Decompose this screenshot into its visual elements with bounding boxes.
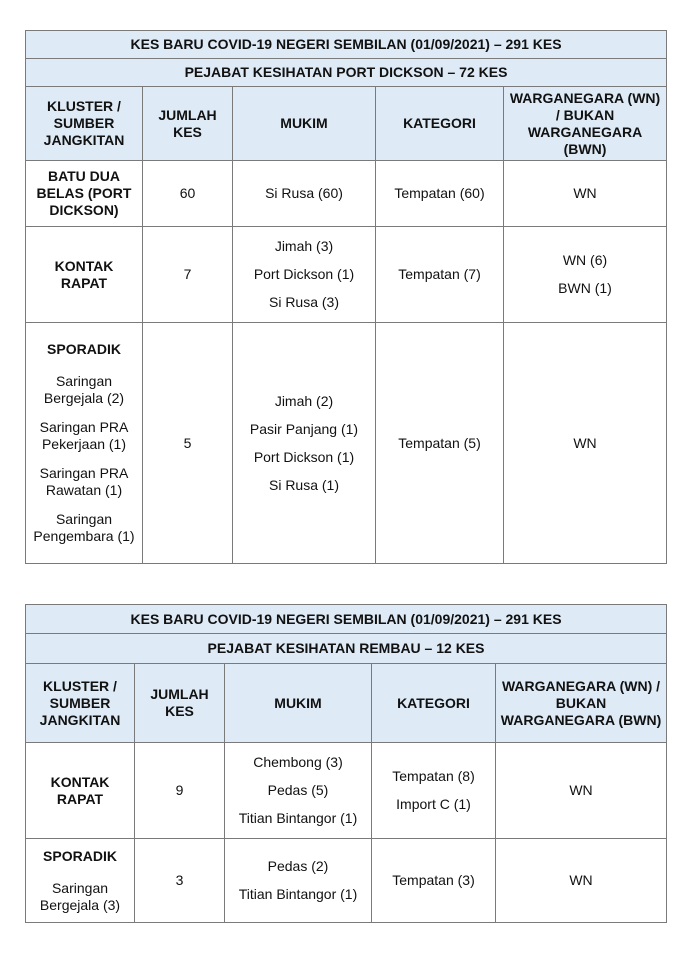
kluster-cell (26, 839, 135, 923)
kategori-cell (372, 839, 496, 923)
header-kategori: KATEGORI (372, 664, 496, 743)
kluster-sub-item: Saringan Bergejala (3) (39, 879, 121, 913)
table-subtitle: PEJABAT KESIHATAN PORT DICKSON – 72 KES (26, 59, 667, 87)
warga-cell (504, 323, 667, 564)
header-warga: WARGANEGARA (WN) / BUKAN WARGANEGARA (BWN) (504, 87, 667, 161)
warga-entry: WN (6) (562, 252, 608, 268)
jumlah-cell: 9 (135, 743, 225, 839)
table-subtitle: PEJABAT KESIHATAN REMBAU – 12 KES (26, 634, 667, 664)
warga-cell (504, 161, 667, 227)
port-dickson-table (25, 30, 667, 564)
kategori-entry: Tempatan (5) (398, 434, 481, 451)
header-warga: WARGANEGARA (WN) / BUKAN WARGANEGARA (BWN) (496, 664, 667, 743)
header-kluster: KLUSTER / SUMBER JANGKITAN (26, 87, 143, 161)
kluster-sub-item: Saringan Pengembara (1) (33, 511, 135, 544)
kategori-cell (376, 323, 504, 564)
mukim-entry: Si Rusa (3) (268, 294, 340, 310)
warga-entry: BWN (1) (558, 280, 612, 296)
mukim-entry: Si Rusa (1) (268, 476, 340, 493)
table-title: KES BARU COVID-19 NEGERI SEMBILAN (01/09/2021) – 291 KES (26, 605, 667, 634)
kluster-title: SPORADIK (43, 847, 117, 864)
mukim-cell (225, 839, 372, 923)
mukim-entry: Titian Bintangor (1) (238, 886, 358, 902)
jumlah-cell: 5 (143, 323, 233, 564)
kluster-cell: KONTAK RAPAT (26, 743, 135, 839)
mukim-cell (233, 323, 376, 564)
kluster-cell: BATU DUA BELAS (PORT DICKSON) (26, 161, 143, 227)
header-kluster: KLUSTER / SUMBER JANGKITAN (26, 664, 135, 743)
warga-entry: WN (569, 782, 593, 798)
mukim-entry: Port Dickson (1) (253, 448, 355, 465)
header-kategori: KATEGORI (376, 87, 504, 161)
kluster-sub-item: Saringan Bergejala (2) (43, 373, 125, 406)
kluster-cell (26, 323, 143, 564)
header-jumlah: JUMLAH KES (135, 664, 225, 743)
kategori-cell (376, 227, 504, 323)
kategori-cell (372, 743, 496, 839)
warga-cell (496, 839, 667, 923)
mukim-entry: Port Dickson (1) (253, 266, 355, 282)
warga-cell (504, 227, 667, 323)
warga-entry: WN (573, 434, 597, 451)
mukim-entry: Titian Bintangor (1) (238, 810, 358, 826)
mukim-entry: Pedas (2) (267, 858, 329, 874)
kluster-cell: KONTAK RAPAT (26, 227, 143, 323)
kluster-sub-item: Saringan PRA Rawatan (1) (39, 465, 129, 498)
table-row (26, 323, 667, 564)
table-row (26, 839, 667, 923)
kluster-title: SPORADIK (47, 341, 121, 357)
kategori-entry: Tempatan (8) (392, 768, 475, 784)
mukim-cell (233, 161, 376, 227)
table-title: KES BARU COVID-19 NEGERI SEMBILAN (01/09/2021) – 291 KES (26, 31, 667, 59)
mukim-cell (225, 743, 372, 839)
mukim-entry: Chembong (3) (253, 754, 343, 770)
warga-cell (496, 743, 667, 839)
jumlah-cell: 60 (143, 161, 233, 227)
warga-entry: WN (573, 185, 597, 201)
warga-entry: WN (569, 872, 593, 888)
table-row (26, 161, 667, 227)
header-jumlah: JUMLAH KES (143, 87, 233, 161)
mukim-entry: Pasir Panjang (1) (249, 420, 359, 437)
kategori-entry: Tempatan (3) (392, 872, 475, 888)
table-row (26, 743, 667, 839)
mukim-entry: Jimah (2) (274, 392, 334, 409)
kluster-sub-item: Saringan PRA Pekerjaan (1) (39, 419, 129, 452)
mukim-entry: Jimah (3) (274, 238, 334, 254)
kategori-cell (376, 161, 504, 227)
header-mukim: MUKIM (233, 87, 376, 161)
kategori-entry: Tempatan (60) (394, 185, 485, 201)
mukim-entry: Pedas (5) (267, 782, 329, 798)
rembau-table (25, 604, 667, 923)
header-mukim: MUKIM (225, 664, 372, 743)
kategori-entry: Tempatan (7) (398, 266, 481, 282)
jumlah-cell: 7 (143, 227, 233, 323)
mukim-cell (233, 227, 376, 323)
jumlah-cell: 3 (135, 839, 225, 923)
table-row (26, 227, 667, 323)
mukim-entry: Si Rusa (60) (265, 185, 343, 201)
kategori-entry: Import C (1) (396, 796, 471, 812)
